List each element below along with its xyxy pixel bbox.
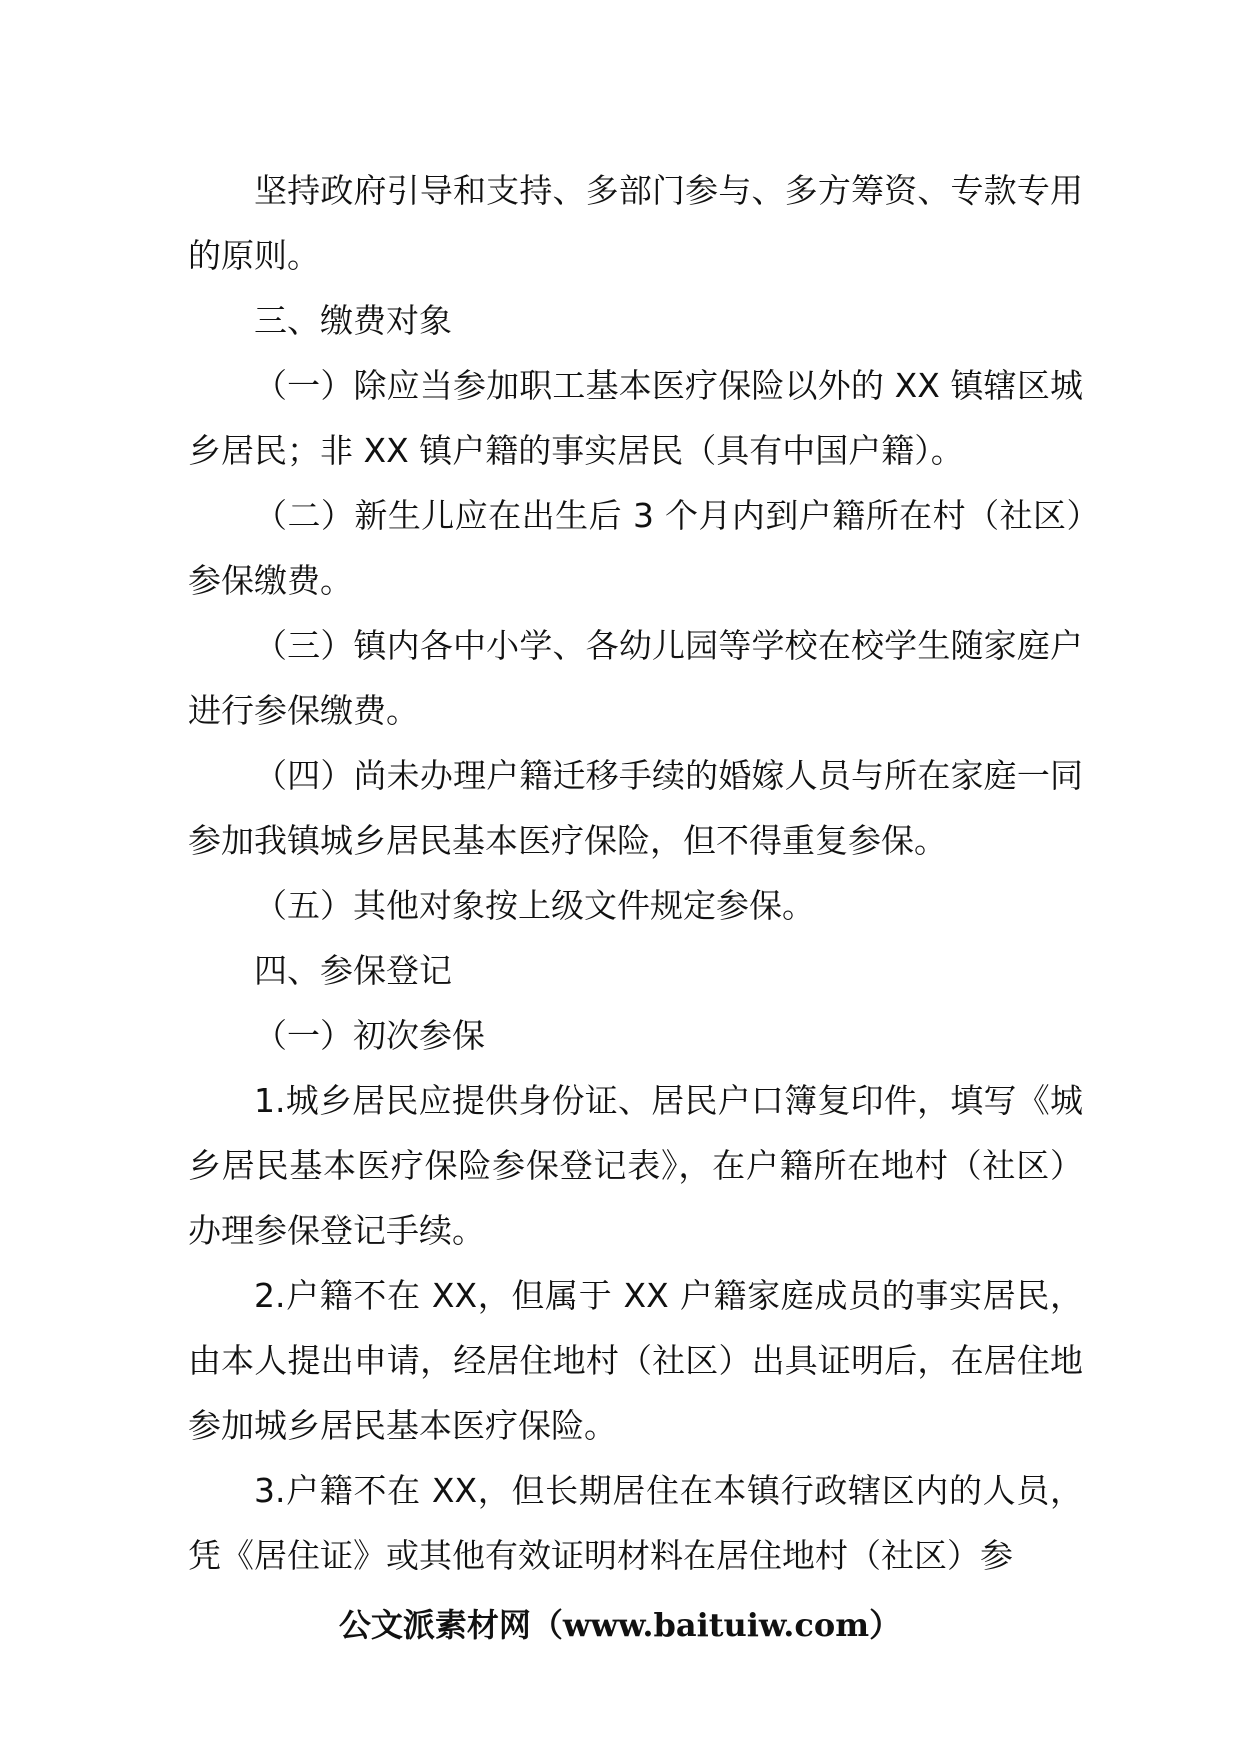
heading-payment-targets: 三、缴费对象 bbox=[254, 301, 452, 340]
paragraph-item-2: 2.户籍不在 XX，但属于 XX 户籍家庭成员的事实居民，由本人提出申请，经居住地村（社区）出具证明后，在居住地参加城乡居民基本医疗保险。 bbox=[188, 1276, 1083, 1445]
paragraph-item-3: 3.户籍不在 XX，但长期居住在本镇行政辖区内的人员，凭《居住证》或其他有效证明材料在居住地村（社区）参 bbox=[188, 1471, 1083, 1575]
footer-watermark: 公文派素材网（www.baituiw.com） bbox=[338, 1606, 902, 1644]
paragraph-target-1: （一）除应当参加职工基本医疗保险以外的 XX 镇辖区城乡居民；非 XX 镇户籍的事实居民（具有中国户籍）。 bbox=[188, 366, 1083, 470]
paragraph-target-5: （五）其他对象按上级文件规定参保。 bbox=[254, 886, 815, 925]
paragraph-target-3: （三）镇内各中小学、各幼儿园等学校在校学生随家庭户进行参保缴费。 bbox=[188, 626, 1083, 730]
document-body bbox=[188, 158, 1083, 1588]
paragraph-principle: 坚持政府引导和支持、多部门参与、多方筹资、专款专用的原则。 bbox=[188, 171, 1083, 275]
paragraph-item-1: 1.城乡居民应提供身份证、居民户口簿复印件，填写《城乡居民基本医疗保险参保登记表》，在户籍所在地村（社区）办理参保登记手续。 bbox=[188, 1081, 1083, 1250]
paragraph-target-4: （四）尚未办理户籍迁移手续的婚嫁人员与所在家庭一同参加我镇城乡居民基本医疗保险，但不得重复参保。 bbox=[188, 756, 1083, 860]
paragraph-target-2: （二）新生儿应在出生后 3 个月内到户籍所在村（社区）参保缴费。 bbox=[188, 496, 1083, 600]
subheading-first-enrollment: （一）初次参保 bbox=[254, 1016, 485, 1055]
heading-registration: 四、参保登记 bbox=[254, 951, 452, 990]
